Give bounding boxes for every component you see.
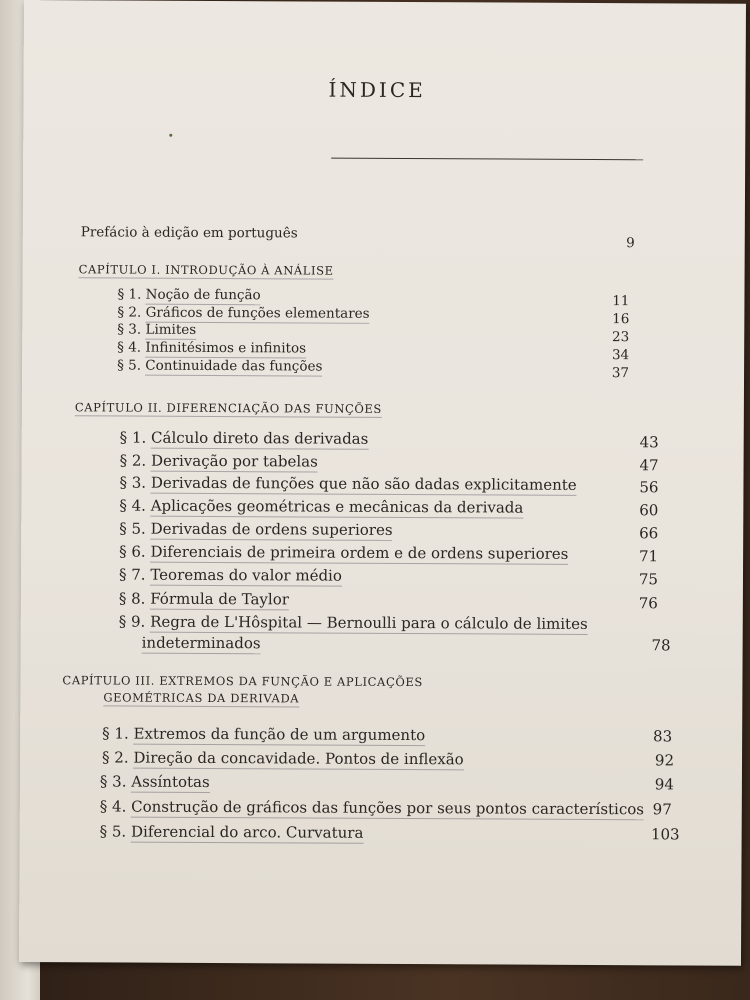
toc-entry-continuation: indeterminados (141, 633, 261, 653)
toc-entry: § 7. Teoremas do valor médio (118, 565, 342, 585)
toc-page: 47 (639, 456, 659, 475)
toc-page: 11 (612, 293, 630, 310)
toc-entry: § 4. Construção de gráficos das funções por seus pontos característicos (99, 797, 645, 819)
toc-page: 66 (639, 524, 659, 543)
toc-entry: § 3. Derivadas de funções que não são dadas explicitamente (119, 473, 577, 494)
toc-entry: § 4. Infinitésimos e infinitos (117, 339, 307, 357)
toc-entry: § 5. Continuidade das funções (117, 357, 323, 375)
chapter-3-heading-continuation: GEOMÉTRICAS DA DERIVADA (103, 690, 300, 706)
chapter-2-heading: CAPÍTULO II. DIFERENCIAÇÃO DAS FUNÇÕES (74, 400, 382, 416)
toc-entry: § 5. Derivadas de ordens superiores (119, 519, 393, 539)
chapter-1-heading: CAPÍTULO I. INTRODUÇÃO À ANÁLISE (78, 262, 334, 278)
toc-page: 23 (612, 329, 630, 346)
chapter-3-heading: CAPÍTULO III. EXTREMOS DA FUNÇÃO E APLICAÇÕES (62, 673, 423, 690)
toc-entry: § 2. Direção da concavidade. Pontos de inflexão (101, 748, 464, 769)
toc-page: 71 (638, 547, 659, 566)
toc-entry: § 9. Regra de L'Hôspital — Bernoulli para o cálculo de limites (118, 612, 588, 633)
toc-page: 60 (639, 501, 659, 520)
toc-entry: § 4. Aplicações geométricas e mecânicas da derivada (119, 496, 524, 517)
toc-page: 78 (651, 636, 671, 655)
toc-page: 75 (638, 570, 659, 589)
preface-page: 9 (626, 235, 635, 252)
toc-entry: § 6. Diferenciais de primeira ordem e de ordens superiores (119, 542, 569, 563)
toc-entry: § 1. Extremos da função de um argumento (102, 724, 426, 745)
toc-entry: § 8. Fórmula de Taylor (118, 589, 289, 609)
toc-page: 97 (652, 800, 672, 819)
toc-page: 76 (638, 594, 658, 613)
toc-page: 16 (612, 311, 630, 328)
toc-page: 37 (611, 365, 630, 382)
toc-page: 94 (654, 775, 674, 794)
toc-entry: § 3. Limites (117, 321, 197, 338)
toc-page: 56 (639, 478, 659, 497)
book-page (19, 0, 746, 966)
toc-entry: § 2. Gráficos de funções elementares (117, 304, 370, 322)
toc-page: 92 (654, 751, 675, 770)
page-title: ÍNDICE (328, 77, 426, 103)
ink-speck (169, 134, 172, 137)
toc-entry: § 5. Diferencial do arco. Curvatura (99, 822, 364, 842)
toc-entry: § 3. Assíntotas (99, 772, 210, 791)
toc-entry: § 1. Noção de função (117, 286, 261, 304)
toc-page: 103 (650, 825, 680, 844)
toc-entry: § 1. Cálculo direto das derivadas (119, 428, 369, 448)
toc-page: 34 (611, 347, 630, 364)
toc-entry: § 2. Derivação por tabelas (119, 451, 318, 471)
toc-page: 83 (653, 727, 673, 746)
preface-label: Prefácio à edição em português (80, 224, 298, 242)
title-divider (331, 158, 643, 161)
toc-page: 43 (639, 433, 659, 452)
